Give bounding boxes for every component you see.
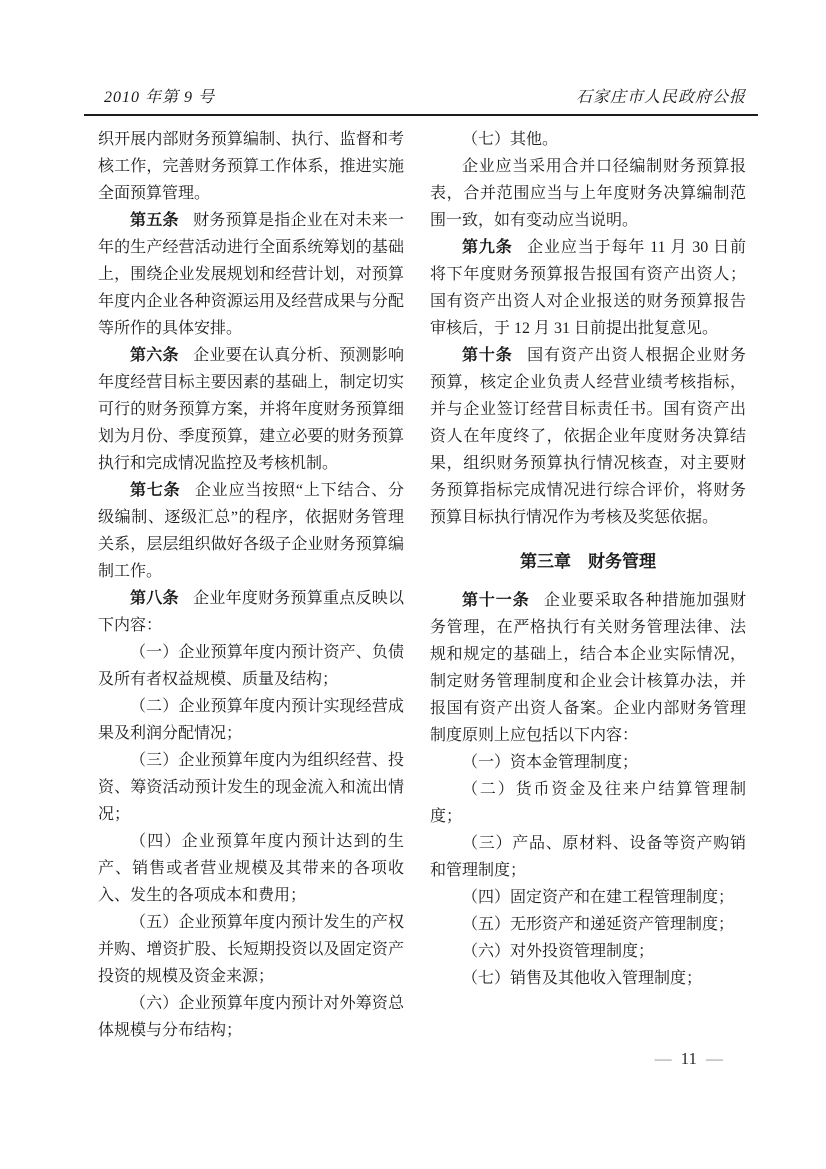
page-footer [84,1047,758,1071]
paragraph-text: （七）销售及其他收入管理制度； [462,970,703,987]
paragraph-text: 企业应当按照“上下结合、分级编制、逐级汇总”的程序，依据财务管理关系，层层组织做好各级子企业财务预算编制工作。 [98,482,404,580]
paragraph [430,153,746,234]
article-number: 第五条 [130,212,179,229]
paragraph-text: （二）货币资金及往来户结算管理制度； [430,781,746,825]
paragraph [430,776,746,830]
paragraph [98,909,404,990]
paragraph [430,234,746,342]
chapter-heading [430,548,746,575]
paragraph-text: 企业应当于每年 11 月 30 日前将下年度财务预算报告报国有资产出资人；国有资产出资人对企业报送的财务预算报告审核后，于 12 月 31 日前提出批复意见。 [430,239,746,337]
paragraph [430,884,746,911]
paragraph [98,693,404,747]
paragraph-text: （三）产品、原材料、设备等资产购销和管理制度； [430,835,746,879]
article-number: 第十一条 [462,592,530,609]
paragraph-text: （二）企业预算年度内预计实现经营成果及利润分配情况； [98,698,404,742]
paragraph-text: （五）企业预算年度内预计发生的产权并购、增资扩股、长短期投资以及固定资产投资的规模及资金来源； [98,914,404,985]
article-number: 第十条 [462,347,513,364]
paragraph [430,126,746,153]
paragraph-text: 企业应当采用合并口径编制财务预算报表，合并范围应当与上年度财务决算编制范围一致，如有变动应当说明。 [430,158,746,229]
footer-dash-left: — [654,1049,672,1068]
paragraph-text: 企业要采取各种措施加强财务管理，在严格执行有关财务管理法律、法规和规定的基础上，结合本企业实际情况，制定财务管理制度和企业会计核算办法，并报国有资产出资人备案。企业内部财务管理制度原则上应包括以下内容： [430,592,746,744]
publication-title: 石家庄市人民政府公报 [575,89,746,106]
page-header [84,88,758,108]
paragraph [430,342,746,531]
paragraph [430,965,746,992]
paragraph [98,477,404,585]
paragraph-text: （四）固定资产和在建工程管理制度； [462,889,735,906]
paragraph [98,828,404,909]
paragraph-text: 财务预算是指企业在对未来一年的生产经营活动进行全面系统筹划的基础上，围绕企业发展规划和经营计划，对预算年度内企业各种资源运用及经营成果与分配等所作的具体安排。 [98,212,404,337]
paragraph [98,585,404,639]
paragraph [430,749,746,776]
paragraph [98,126,404,207]
left-column [98,126,404,1044]
paragraph-text: 企业要在认真分析、预测影响年度经营目标主要因素的基础上，制定切实可行的财务预算方案，并将年度财务预算细划为月份、季度预算，建立必要的财务预算执行和完成情况监控及考核机制。 [98,347,404,472]
article-number: 第八条 [130,590,179,607]
paragraph-text: 国有资产出资人根据企业财务预算，核定企业负责人经营业绩考核指标，并与企业签订经营目标责任书。国有资产出资人在年度终了，依据企业年度财务决算结果，组织财务预算执行情况核查，对主要财务预算指标完成情况进行综合评价，将财务预算目标执行情况作为考核及奖惩依据。 [430,347,746,526]
right-column [430,126,746,1044]
paragraph [430,587,746,749]
paragraph-text: （五）无形资产和递延资产管理制度； [462,916,735,933]
page-number: 11 [680,1049,697,1068]
paragraph-text: （六）对外投资管理制度； [462,943,655,960]
paragraph [430,830,746,884]
issue-number: 2010 年第 9 号 [104,89,216,106]
article-number: 第九条 [462,239,513,256]
paragraph-text: （四）企业预算年度内预计达到的生产、销售或者营业规模及其带来的各项收入、发生的各项成本和费用； [98,833,404,904]
paragraph [98,990,404,1044]
paragraph [98,207,404,342]
paragraph-text: 第三章 财务管理 [520,552,656,571]
header-rule [84,114,758,116]
paragraph-text: （六）企业预算年度内预计对外筹资总体规模与分布结构； [98,995,404,1039]
paragraph-text: （三）企业预算年度内为组织经营、投资、筹资活动预计发生的现金流入和流出情况； [98,752,404,823]
article-number: 第六条 [130,347,179,364]
paragraph [98,342,404,477]
footer-dash-right: — [706,1049,723,1068]
paragraph-text: （一）资本金管理制度； [462,754,639,771]
paragraph-text: 织开展内部财务预算编制、执行、监督和考核工作，完善财务预算工作体系，推进实施全面预算管理。 [98,131,404,202]
paragraph [430,911,746,938]
paragraph-text: 企业年度财务预算重点反映以下内容： [98,590,404,634]
paragraph [430,938,746,965]
article-number: 第七条 [130,482,181,499]
gazette-page [84,0,758,1071]
paragraph [98,747,404,828]
paragraph-text: （一）企业预算年度内预计资产、负债及所有者权益规模、质量及结构； [98,644,404,688]
paragraph-text: （七）其他。 [462,131,559,148]
content-columns [84,126,758,1044]
paragraph [98,639,404,693]
